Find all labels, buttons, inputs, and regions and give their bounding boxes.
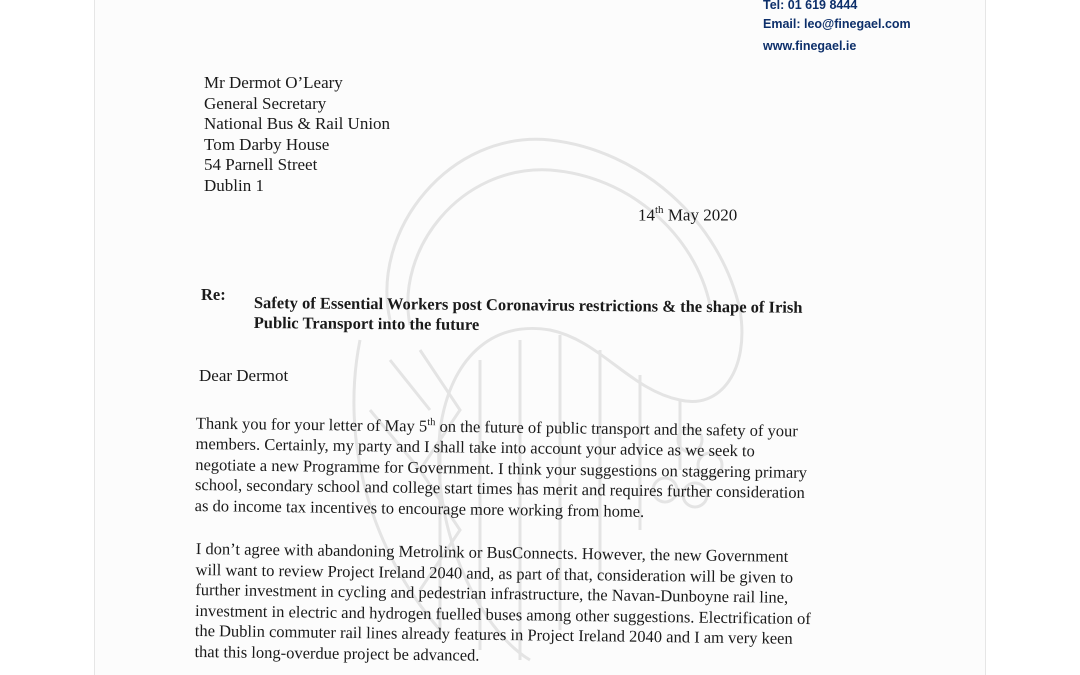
letter-date <box>638 205 737 226</box>
paragraph-line: the Dublin commuter rail lines already features in Project Ireland 2040 and I am very keen <box>194 620 793 648</box>
letterhead-email: Email: leo@finegael.com <box>763 17 911 31</box>
recipient-street: 54 Parnell Street <box>204 155 318 174</box>
letterhead-contact <box>763 0 911 56</box>
date-day: 14 <box>638 205 655 225</box>
recipient-city: Dublin 1 <box>204 175 264 195</box>
paragraph-line: members. Certainly, my party and I shall take into account your advice as we seek to <box>195 433 755 461</box>
subject-line-2: Public Transport into the future <box>253 312 480 334</box>
recipient-address <box>204 73 390 196</box>
subject-text <box>254 293 894 339</box>
paragraph-line: school, secondary school and college start times has merit and requires further consideration <box>194 474 805 502</box>
paragraph-line: negotiate a new Programme for Government. I think your suggestions on staggering primary <box>195 454 808 482</box>
letterhead-website: www.finegael.ie <box>763 39 857 53</box>
recipient-name: Mr Dermot O’Leary <box>204 73 343 92</box>
body-paragraph-2 <box>194 539 872 671</box>
paragraph-line: will want to review Project Ireland 2040 and, as part of that, consideration will be given to <box>195 559 794 587</box>
paragraph-line: as do income tax incentives to encourage more working from home. <box>194 495 645 521</box>
body-paragraph-1 <box>195 410 872 525</box>
subject-line-1: Safety of Essential Workers post Coronavirus restrictions & the shape of Irish <box>253 293 803 317</box>
paragraph-line: further investment in cycling and pedestrian infrastructure, the Navan-Dunboyne rail line, <box>195 579 789 607</box>
letterhead-tel: Tel: 01 619 8444 <box>763 0 858 12</box>
paragraph-line: that this long-overdue project be advanced. <box>194 641 480 665</box>
salutation: Dear Dermot <box>199 366 289 385</box>
date-suffix: th <box>655 204 664 216</box>
paragraph-line: investment in electric and hydrogen fuelled buses among other suggestions. Electrification of <box>194 600 811 628</box>
p1-line-1a: Thank you for your letter of May 5 <box>195 413 428 436</box>
subject-label: Re: <box>201 285 226 304</box>
date-rest: May 2020 <box>663 205 738 225</box>
recipient-title: General Secretary <box>204 93 327 113</box>
recipient-building: Tom Darby House <box>204 134 330 154</box>
p1-line-1-sup: th <box>427 417 436 429</box>
recipient-organisation: National Bus & Rail Union <box>204 114 391 133</box>
paragraph-line: I don’t agree with abandoning Metrolink or BusConnects. However, the new Government <box>195 539 789 566</box>
p1-line-1b: on the future of public transport and the safety of your <box>435 416 798 441</box>
